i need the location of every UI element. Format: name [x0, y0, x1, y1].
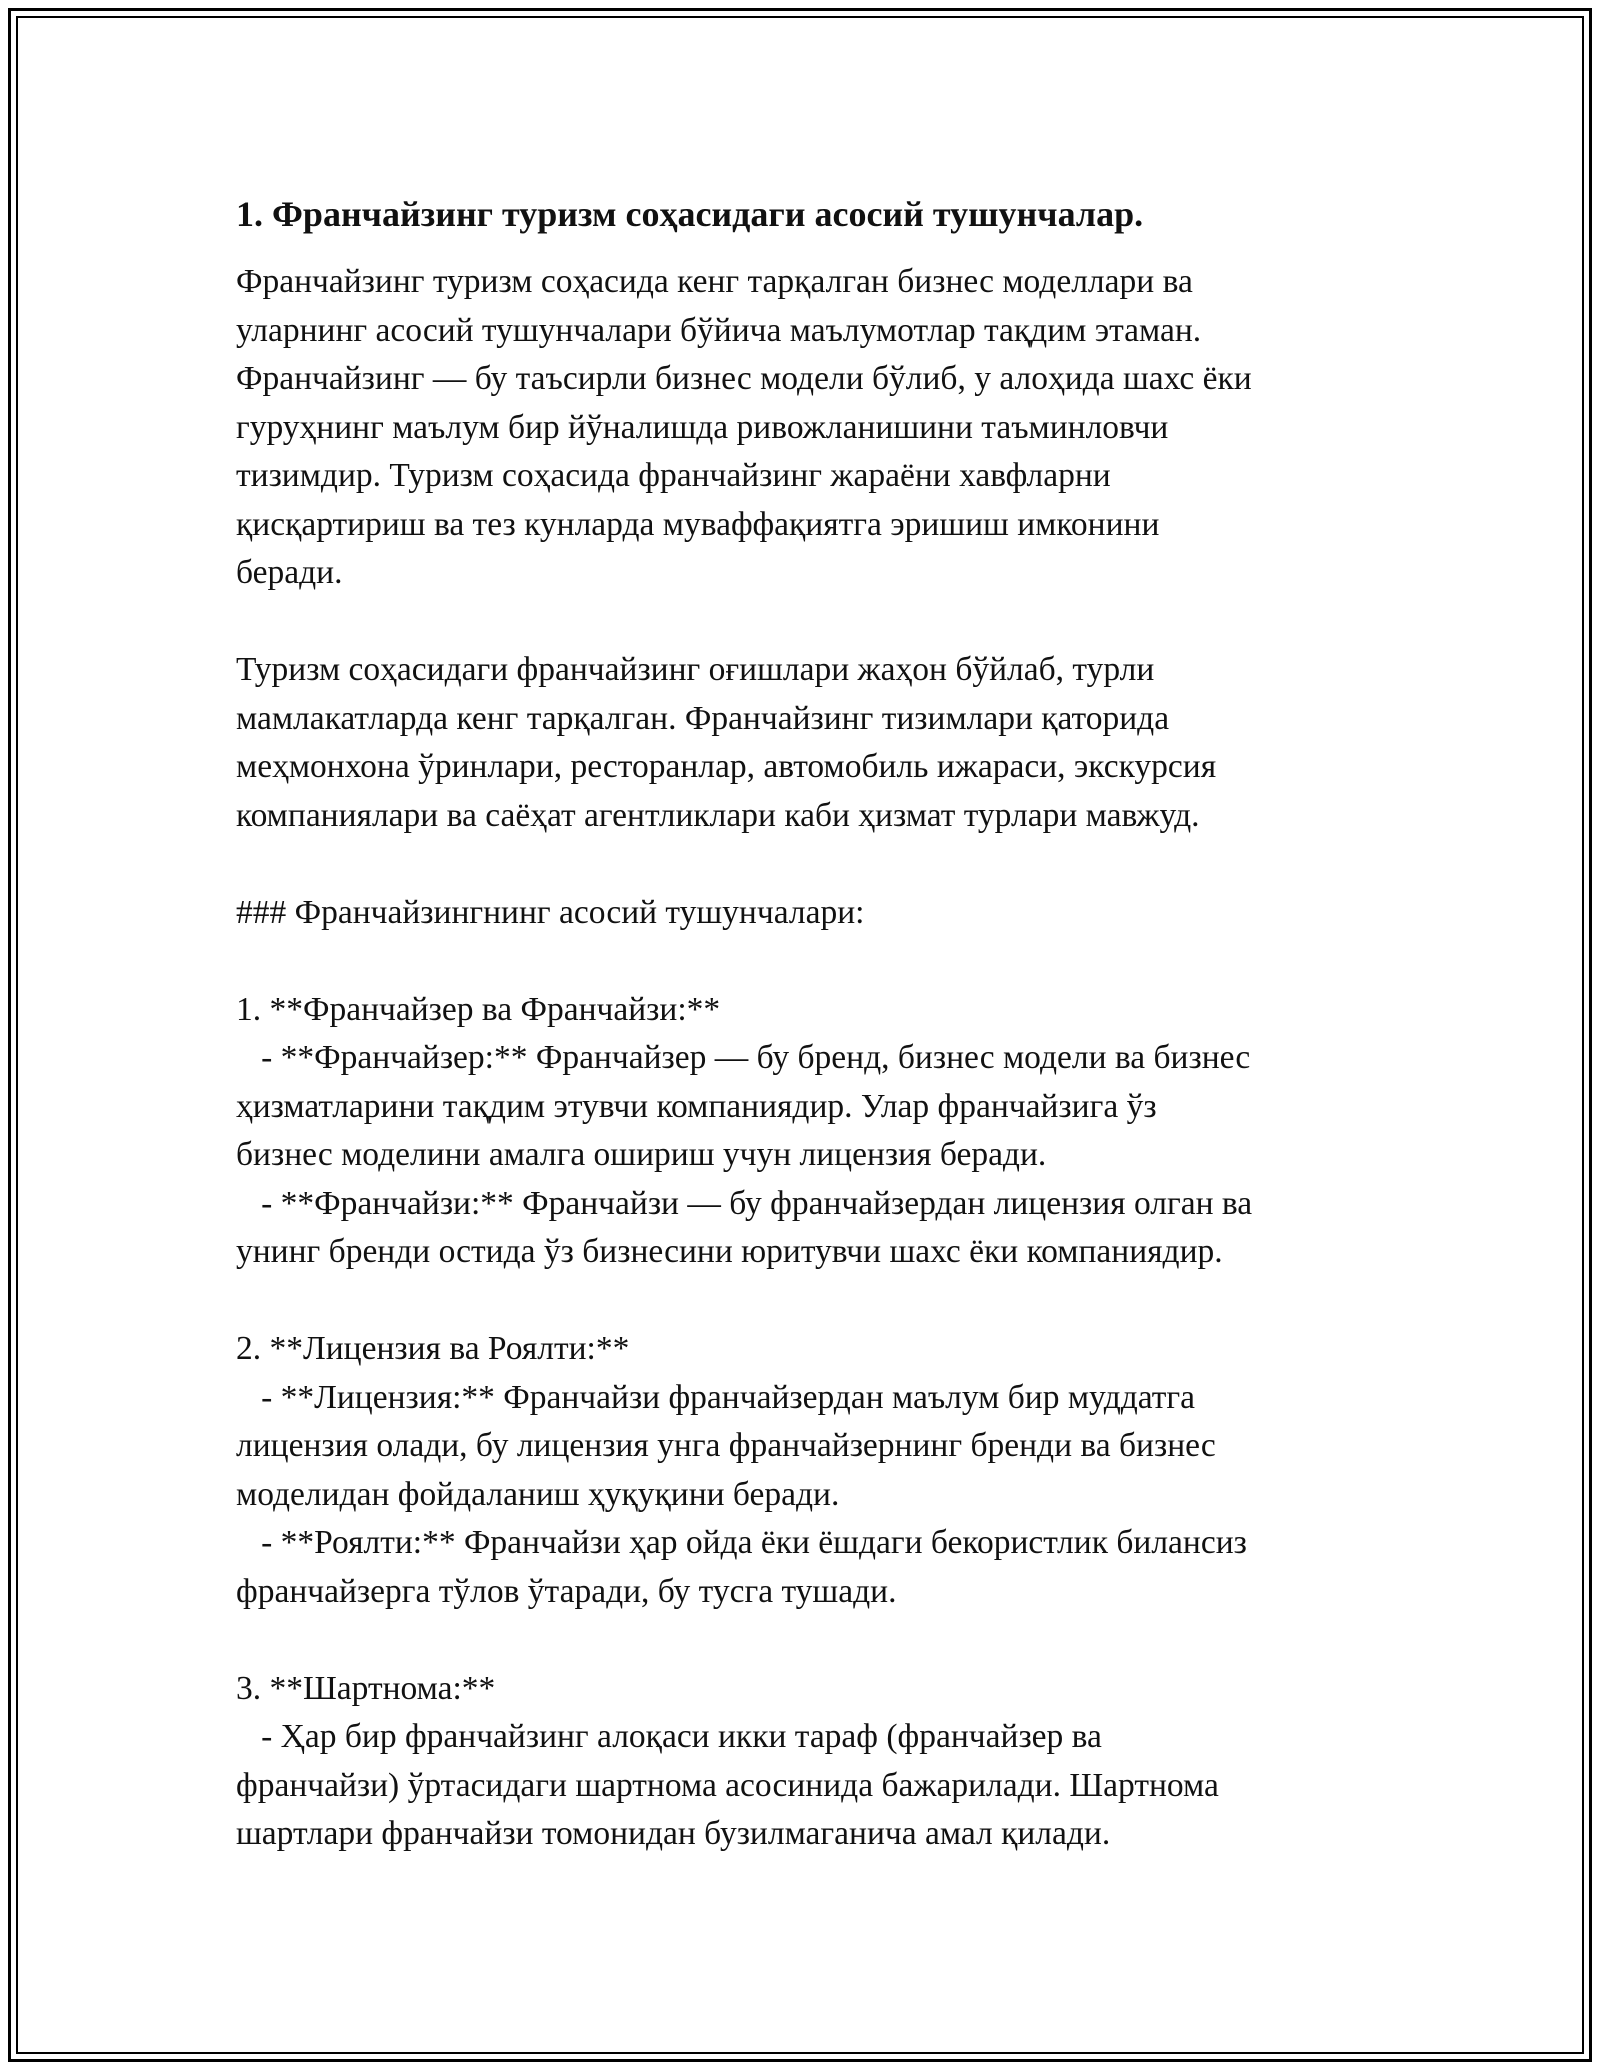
paragraph-line: тизимдир. Туризм соҳасида франчайзинг жараёни хавфларни [236, 457, 1111, 494]
intro-paragraph [236, 258, 1366, 598]
trends-paragraph [236, 646, 1366, 840]
paragraph-line: қисқартириш ва тез кунларда муваффақиятга эришиш имконини [236, 505, 1160, 543]
list-item-heading: 1. **Франчайзер ва Франчайзи:** [236, 990, 721, 1028]
section-heading: ### Франчайзингнинг асосий тушунчалари: [236, 893, 865, 931]
concept-item-3 [236, 1665, 1366, 1859]
paragraph-line: Франчайзинг — бу таъсирли бизнес модели бўлиб, у алоҳида шахс ёки [236, 360, 1252, 397]
list-item-line: унинг бренди остида ўз бизнесини юритувчи шахс ёки компаниядир. [236, 1233, 1223, 1270]
paragraph-line: Туризм соҳасидаги франчайзинг оғишлари жаҳон бўйлаб, турли [236, 651, 1155, 688]
list-item-line: - Ҳар бир франчайзинг алоқаси икки тараф (франчайзер ва [236, 1718, 1102, 1755]
list-item-line: ҳизматларини тақдим этувчи компаниядир. Улар франчайзига ўз [236, 1087, 1157, 1125]
document-title: 1. Франчайзинг туризм соҳасидаги асосий тушунчалар. [236, 194, 1144, 234]
paragraph-line: меҳмонхона ўринлари, ресторанлар, автомобиль ижараси, экскурсия [236, 748, 1217, 785]
list-item-heading: 3. **Шартнома:** [236, 1669, 496, 1707]
paragraph-line: Франчайзинг туризм соҳасида кенг тарқалган бизнес моделлари ва [236, 263, 1193, 300]
list-item-line: - **Франчайзи:** Франчайзи — бу франчайзердан лицензия олган ва [236, 1184, 1253, 1222]
paragraph-line: беради. [236, 554, 343, 591]
document-body [236, 190, 1366, 1859]
list-item-line: франчайзи) ўртасидаги шартнома асосинида бажарилади. Шартнома [236, 1766, 1219, 1804]
list-item-line: бизнес моделини амалга ошириш учун лицензия беради. [236, 1136, 1047, 1173]
paragraph-gap [236, 937, 1366, 986]
list-item-line: - **Роялти:** Франчайзи ҳар ойда ёки ёшдаги бекористлик билансиз [236, 1524, 1247, 1561]
paragraph-gap [236, 1277, 1366, 1326]
paragraph-gap [236, 1616, 1366, 1665]
paragraph-line: гуруҳнинг маълум бир йўналишда ривожланишини таъминловчи [236, 408, 1169, 446]
list-item-line: франчайзерга тўлов ўтаради, бу тусга тушади. [236, 1572, 897, 1610]
list-item-line: шартлари франчайзи томонидан бузилмаганича амал қилади. [236, 1815, 1111, 1852]
concept-item-1 [236, 986, 1366, 1277]
list-item-line: моделидан фойдаланиш ҳуқуқини беради. [236, 1475, 840, 1513]
list-item-line: - **Лицензия:** Франчайзи франчайзердан маълум бир муддатга [236, 1378, 1196, 1416]
list-item-heading: 2. **Лицензия ва Роялти:** [236, 1330, 630, 1367]
paragraph-line: мамлакатларда кенг тарқалган. Франчайзинг тизимлари қаторида [236, 699, 1170, 737]
paragraph-line: уларнинг асосий тушунчалари бўйича маълумотлар тақдим этаман. [236, 311, 1202, 349]
list-item-line: - **Франчайзер:** Франчайзер — бу бренд, бизнес модели ва бизнес [236, 1039, 1251, 1076]
paragraph-gap [236, 840, 1366, 889]
concept-item-2 [236, 1325, 1366, 1616]
paragraph-line: компаниялари ва саёҳат агентликлари каби ҳизмат турлари мавжуд. [236, 796, 1200, 834]
paragraph-gap [236, 598, 1366, 647]
list-item-line: лицензия олади, бу лицензия унга франчайзернинг бренди ва бизнес [236, 1427, 1216, 1464]
